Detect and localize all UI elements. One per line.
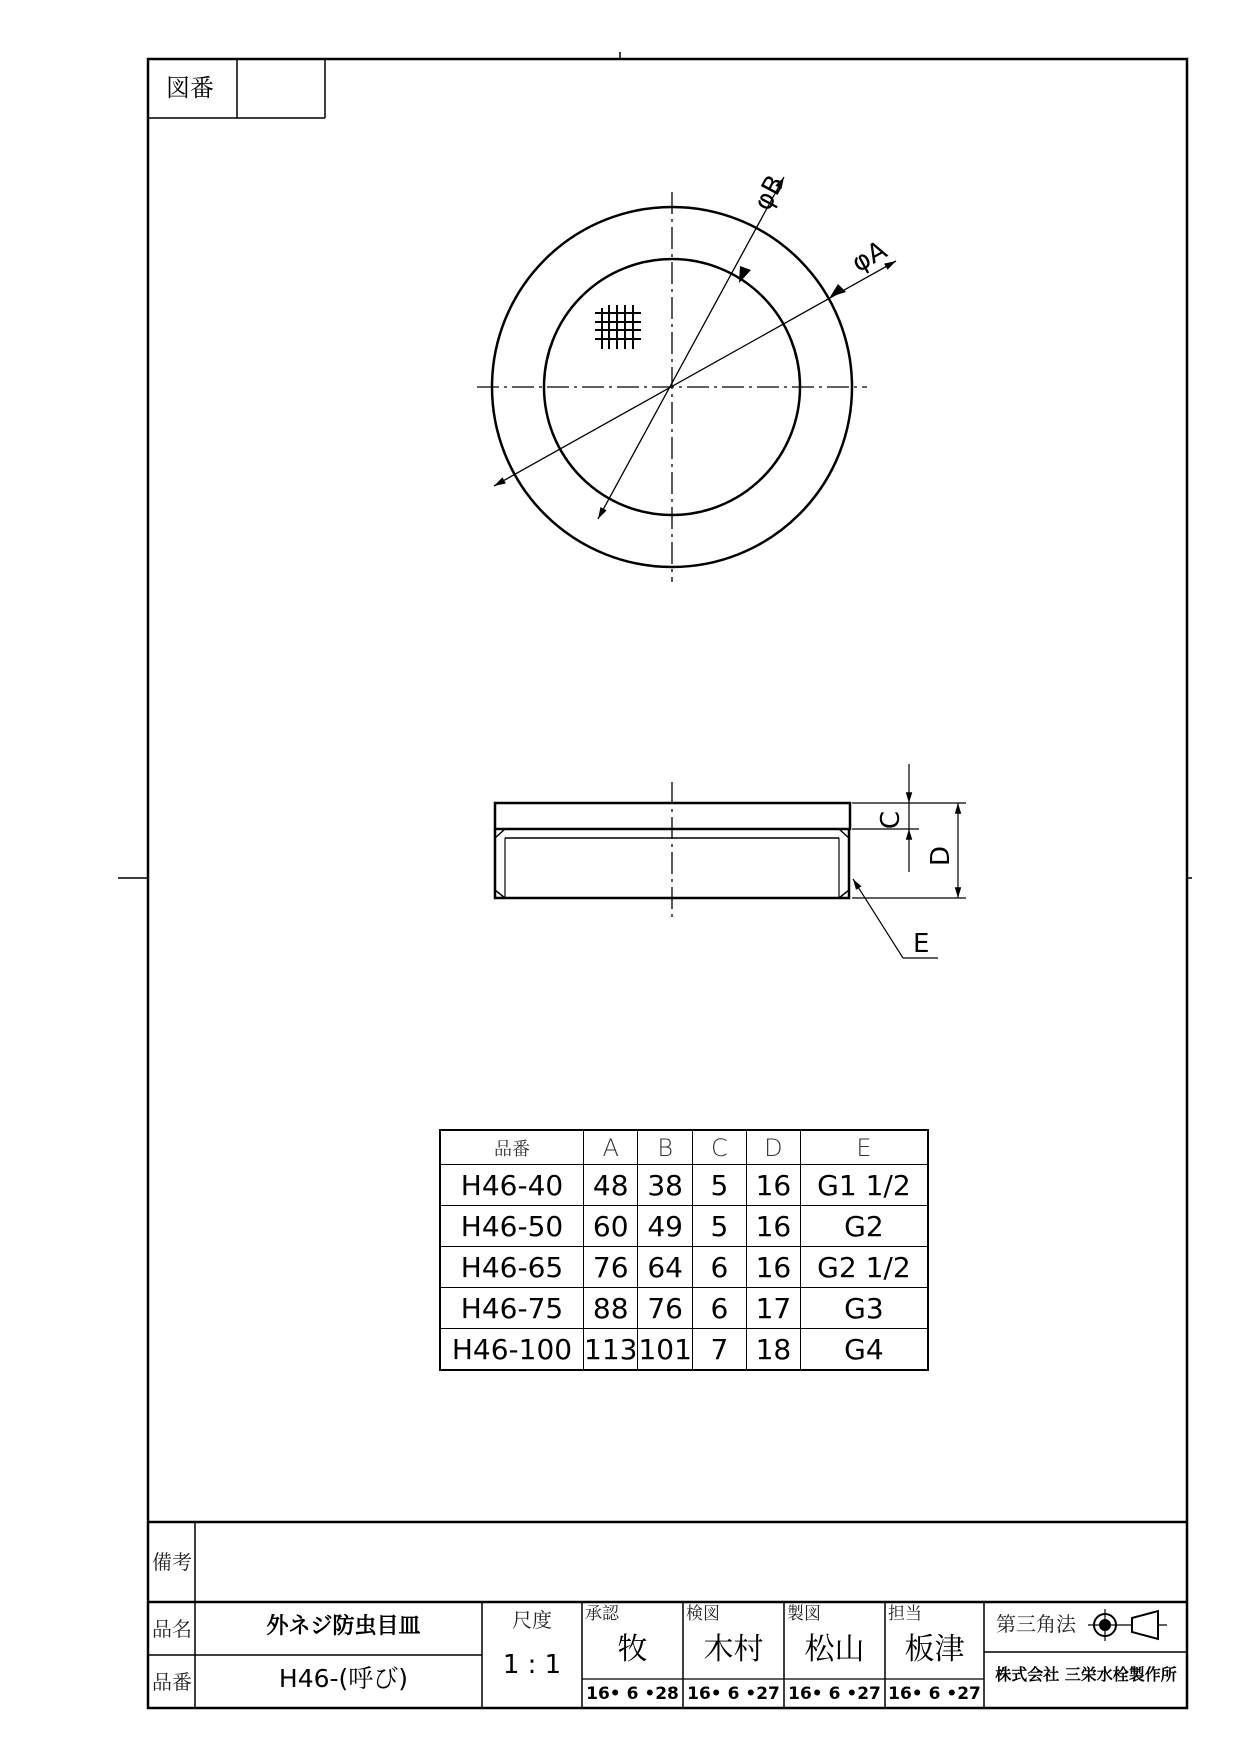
drafting-date: 16• 6 •27 — [788, 1684, 881, 1704]
charge-name: 板津 — [904, 1632, 965, 1667]
approval-date: 16• 6 •28 — [586, 1684, 679, 1704]
dimension-label-phi-b: φB — [748, 170, 791, 216]
cell-d: 18 — [746, 1329, 800, 1371]
cell-part-number: H46-100 — [440, 1329, 584, 1371]
top-view — [477, 177, 896, 582]
column-header-part-number: 品番 — [440, 1130, 584, 1165]
dimension-label-phi-a: φA — [846, 235, 893, 279]
column-header-e: E — [800, 1130, 928, 1165]
drawing-number-label: 図番 — [166, 74, 214, 102]
cell-c: 5 — [692, 1165, 746, 1206]
part-number-label: 品番 — [152, 1670, 192, 1694]
table-row — [440, 1206, 928, 1247]
scale-label: 尺度 — [512, 1608, 552, 1632]
cell-e: G4 — [800, 1329, 928, 1371]
column-header-b: B — [638, 1130, 692, 1165]
cell-d: 17 — [746, 1288, 800, 1329]
cell-e: G2 1/2 — [800, 1247, 928, 1288]
column-header-a: A — [584, 1130, 638, 1165]
cell-b: 101 — [638, 1329, 692, 1371]
cell-a: 76 — [584, 1247, 638, 1288]
check-label: 検図 — [686, 1604, 720, 1624]
cell-b: 64 — [638, 1247, 692, 1288]
cell-d: 16 — [746, 1206, 800, 1247]
side-view — [495, 764, 966, 958]
table-row — [440, 1247, 928, 1288]
check-date: 16• 6 •27 — [687, 1684, 780, 1704]
cell-a: 113 — [584, 1329, 638, 1371]
cell-part-number: H46-75 — [440, 1288, 584, 1329]
mesh-symbol — [595, 305, 641, 349]
cell-a: 48 — [584, 1165, 638, 1206]
drafting-label: 製図 — [787, 1604, 821, 1624]
part-number-value: H46-(呼び) — [278, 1664, 409, 1693]
specification-table — [439, 1129, 929, 1371]
cell-e: G3 — [800, 1288, 928, 1329]
border-frame — [148, 59, 1187, 1708]
dimension-label-c: C — [876, 810, 907, 830]
cell-c: 6 — [692, 1288, 746, 1329]
cell-c: 7 — [692, 1329, 746, 1371]
cell-a: 88 — [584, 1288, 638, 1329]
cell-c: 5 — [692, 1206, 746, 1247]
third-angle-projection-icon — [1088, 1609, 1167, 1641]
product-name-label: 品名 — [152, 1617, 192, 1641]
approval-label: 承認 — [585, 1604, 619, 1624]
dimension-label-d: D — [926, 845, 957, 867]
approval-name: 牧 — [617, 1632, 648, 1667]
table-header-row — [440, 1130, 928, 1165]
company-name: 株式会社 三栄水栓製作所 — [995, 1665, 1177, 1684]
table-row — [440, 1329, 928, 1371]
cell-a: 60 — [584, 1206, 638, 1247]
cell-e: G2 — [800, 1206, 928, 1247]
drafting-name: 松山 — [804, 1632, 865, 1667]
projection-label: 第三角法 — [996, 1612, 1076, 1636]
cell-d: 16 — [746, 1247, 800, 1288]
charge-date: 16• 6 •27 — [888, 1684, 981, 1704]
dimension-label-e: E — [913, 929, 930, 959]
product-name-value: 外ネジ防虫目皿 — [266, 1614, 421, 1639]
cell-b: 38 — [638, 1165, 692, 1206]
column-header-d: D — [746, 1130, 800, 1165]
cell-b: 49 — [638, 1206, 692, 1247]
cell-d: 16 — [746, 1165, 800, 1206]
cell-part-number: H46-50 — [440, 1206, 584, 1247]
cell-b: 76 — [638, 1288, 692, 1329]
cell-part-number: H46-65 — [440, 1247, 584, 1288]
charge-label: 担当 — [888, 1604, 922, 1624]
column-header-c: C — [692, 1130, 746, 1165]
cell-c: 6 — [692, 1247, 746, 1288]
table-row — [440, 1288, 928, 1329]
cell-e: G1 1/2 — [800, 1165, 928, 1206]
table-row — [440, 1165, 928, 1206]
scale-value: 1 : 1 — [502, 1650, 562, 1680]
remarks-label: 備考 — [152, 1550, 192, 1574]
cell-part-number: H46-40 — [440, 1165, 584, 1206]
check-name: 木村 — [703, 1632, 764, 1667]
